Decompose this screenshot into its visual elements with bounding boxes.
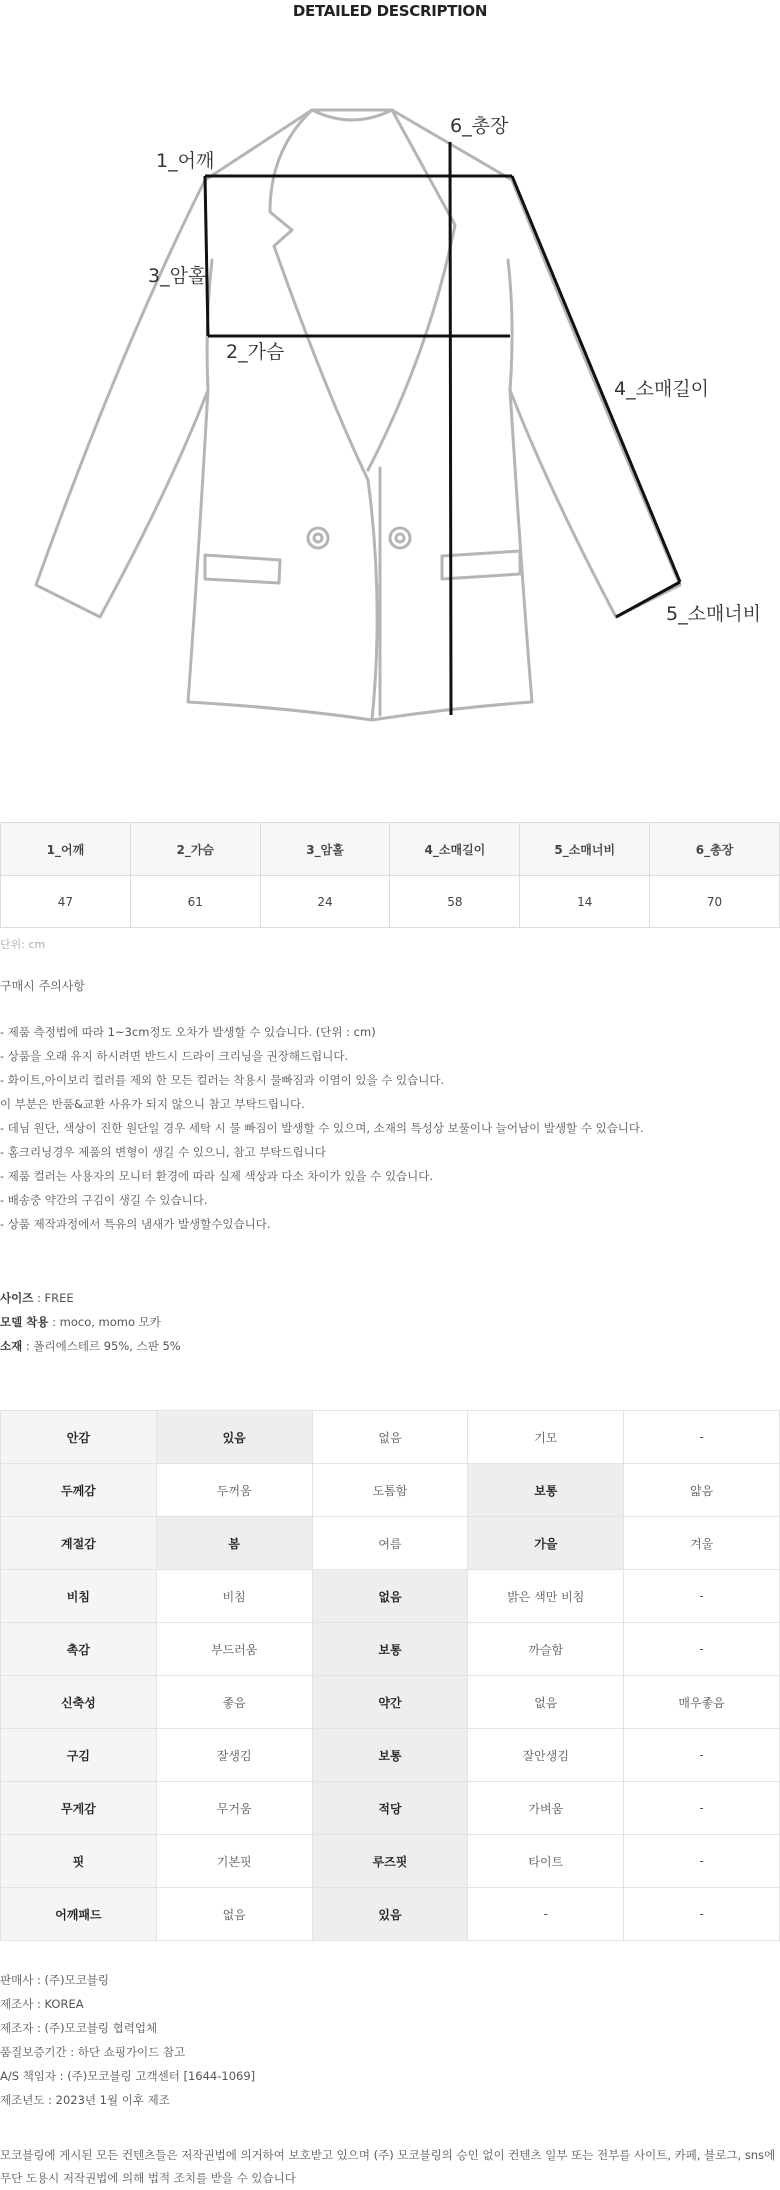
property-option-cell: 가벼움 xyxy=(468,1782,624,1835)
armhole-label: 3_암홀 xyxy=(148,265,207,287)
caution-note: - 제품 측정법에 따라 1~3cm정도 오차가 발생할 수 있습니다. (단위 : cm) xyxy=(0,1025,376,1039)
unit-note: 단위: cm xyxy=(0,938,46,951)
property-option-cell: 비침 xyxy=(156,1570,312,1623)
property-option-cell: 까슬함 xyxy=(468,1623,624,1676)
caution-note: 이 부분은 반품&교환 사유가 되지 않으니 참고 부탁드립니다. xyxy=(0,1097,305,1111)
spec-material xyxy=(0,1338,181,1354)
property-option-cell: 없음 xyxy=(468,1676,624,1729)
property-name-cell: 어깨패드 xyxy=(1,1888,157,1941)
property-option-cell: 잘안생김 xyxy=(468,1729,624,1782)
property-selected-cell: 보통 xyxy=(312,1729,468,1782)
spec-material-value: : 폴리에스테르 95%, 스판 5% xyxy=(22,1339,181,1353)
property-option-cell: 부드러움 xyxy=(156,1623,312,1676)
property-name-cell: 무게감 xyxy=(1,1782,157,1835)
property-name-cell: 안감 xyxy=(1,1411,157,1464)
property-selected-cell: 봄 xyxy=(156,1517,312,1570)
size-value-cell: 70 xyxy=(650,876,780,928)
product-info-line: A/S 책임자 : (주)모코블링 고객센터 [1644-1069] xyxy=(0,2069,256,2083)
copyright-notice xyxy=(0,2144,780,2190)
property-row xyxy=(1,1464,780,1517)
property-option-cell: - xyxy=(624,1570,780,1623)
property-row xyxy=(1,1835,780,1888)
spec-size xyxy=(0,1290,74,1306)
spec-material-label: 소재 xyxy=(0,1339,23,1353)
property-selected-cell: 루즈핏 xyxy=(312,1835,468,1888)
product-info-line: 제조년도 : 2023년 1월 이후 제조 xyxy=(0,2093,170,2107)
size-value-cell: 24 xyxy=(260,876,390,928)
property-option-cell: - xyxy=(624,1782,780,1835)
shoulder-label: 1_어깨 xyxy=(156,150,215,172)
jacket-measurement-diagram xyxy=(0,60,780,740)
caution-note: - 상품 제작과정에서 특유의 냄새가 발생할수있습니다. xyxy=(0,1217,271,1231)
property-option-cell: - xyxy=(624,1411,780,1464)
size-header-cell: 5_소매너비 xyxy=(520,823,650,876)
armhole-measure-line xyxy=(205,176,208,336)
caution-note: - 데님 원단, 색상이 진한 원단일 경우 세탁 시 물 빠짐이 발생할 수 있으며, 소재의 특성상 보풀이나 늘어남이 발생할 수 있습니다. xyxy=(0,1121,644,1135)
product-info-line: 품질보증기간 : 하단 쇼핑가이드 참고 xyxy=(0,2045,186,2059)
product-info-line: 판매사 : (주)모코블링 xyxy=(0,1973,110,1987)
size-header-cell: 2_가슴 xyxy=(130,823,260,876)
property-option-cell: - xyxy=(624,1888,780,1941)
property-name-cell: 두께감 xyxy=(1,1464,157,1517)
property-name-cell: 신축성 xyxy=(1,1676,157,1729)
property-option-cell: - xyxy=(624,1623,780,1676)
property-option-cell: 도톰함 xyxy=(312,1464,468,1517)
property-option-cell: 없음 xyxy=(312,1411,468,1464)
property-option-cell: 타이트 xyxy=(468,1835,624,1888)
property-option-cell: - xyxy=(468,1888,624,1941)
property-option-cell: 매우좋음 xyxy=(624,1676,780,1729)
fabric-properties-table xyxy=(0,1410,780,1941)
caution-note: - 화이트,아이보리 컬러를 제외 한 모든 컬러는 착용시 물빠짐과 이염이 있을 수 있습니다. xyxy=(0,1073,445,1087)
caution-note: - 상품을 오래 유지 하시려면 반드시 드라이 크리닝을 권장해드립니다. xyxy=(0,1049,349,1063)
size-header-cell: 4_소매길이 xyxy=(390,823,520,876)
property-option-cell: 얇음 xyxy=(624,1464,780,1517)
size-value-cell: 58 xyxy=(390,876,520,928)
spec-size-value: : FREE xyxy=(33,1291,74,1305)
jacket-illustration xyxy=(0,60,780,740)
property-name-cell: 계절감 xyxy=(1,1517,157,1570)
property-option-cell: 잘생김 xyxy=(156,1729,312,1782)
property-name-cell: 핏 xyxy=(1,1835,157,1888)
chest-label: 2_가슴 xyxy=(226,341,285,363)
size-header-cell: 6_총장 xyxy=(650,823,780,876)
property-row xyxy=(1,1888,780,1941)
property-option-cell: 무거움 xyxy=(156,1782,312,1835)
jacket-outline xyxy=(36,110,680,720)
property-selected-cell: 있음 xyxy=(312,1888,468,1941)
caution-note: - 배송중 약간의 구김이 생길 수 있습니다. xyxy=(0,1193,208,1207)
product-info-line: 제조사 : KOREA xyxy=(0,1997,84,2011)
property-option-cell: - xyxy=(624,1729,780,1782)
size-table-value-row xyxy=(1,876,780,928)
property-selected-cell: 적당 xyxy=(312,1782,468,1835)
total-length-label: 6_총장 xyxy=(450,115,509,137)
property-option-cell: 좋음 xyxy=(156,1676,312,1729)
product-info-list xyxy=(0,1972,255,2116)
property-row xyxy=(1,1676,780,1729)
spec-model-value: : moco, momo 모카 xyxy=(48,1315,161,1329)
size-table-header-row xyxy=(1,823,780,876)
property-selected-cell: 가을 xyxy=(468,1517,624,1570)
property-selected-cell: 보통 xyxy=(312,1623,468,1676)
spec-size-label: 사이즈 xyxy=(0,1291,34,1305)
sleeve-width-label: 5_소매너비 xyxy=(666,603,762,625)
property-name-cell: 구김 xyxy=(1,1729,157,1782)
property-option-cell: 밝은 색만 비침 xyxy=(468,1570,624,1623)
caution-note: - 제품 컬러는 사용자의 모니터 환경에 따라 실제 색상과 다소 차이가 있을 수 있습니다. xyxy=(0,1169,434,1183)
size-header-cell: 3_암홀 xyxy=(260,823,390,876)
notes-title: 구매시 주의사항 xyxy=(0,979,85,993)
property-option-cell: 기본핏 xyxy=(156,1835,312,1888)
property-selected-cell: 보통 xyxy=(468,1464,624,1517)
property-option-cell: 없음 xyxy=(156,1888,312,1941)
property-selected-cell: 있음 xyxy=(156,1411,312,1464)
caution-note: - 홈크리닝경우 제품의 변형이 생길 수 있으니, 참고 부탁드립니다 xyxy=(0,1145,326,1159)
property-name-cell: 촉감 xyxy=(1,1623,157,1676)
caution-notes-list xyxy=(0,1024,644,1240)
property-selected-cell: 약간 xyxy=(312,1676,468,1729)
property-option-cell: 여름 xyxy=(312,1517,468,1570)
size-value-cell: 61 xyxy=(130,876,260,928)
property-row xyxy=(1,1782,780,1835)
property-option-cell: 기모 xyxy=(468,1411,624,1464)
property-option-cell: 겨울 xyxy=(624,1517,780,1570)
size-header-cell: 1_어깨 xyxy=(1,823,131,876)
property-row xyxy=(1,1729,780,1782)
size-table xyxy=(0,822,780,928)
total-length-measure-line xyxy=(450,142,451,715)
spec-model xyxy=(0,1314,161,1330)
page-title: DETAILED DESCRIPTION xyxy=(292,2,488,20)
product-info-line: 제조자 : (주)모코블링 협력업체 xyxy=(0,2021,158,2035)
size-value-cell: 47 xyxy=(1,876,131,928)
property-selected-cell: 없음 xyxy=(312,1570,468,1623)
property-row xyxy=(1,1570,780,1623)
property-option-cell: 두꺼움 xyxy=(156,1464,312,1517)
property-row xyxy=(1,1623,780,1676)
sleeve-length-label: 4_소매길이 xyxy=(614,378,710,400)
copyright-line: 무단 도용시 저작권법에 의해 법적 조치를 받을 수 있습니다 xyxy=(0,2171,296,2185)
property-name-cell: 비침 xyxy=(1,1570,157,1623)
property-row xyxy=(1,1517,780,1570)
copyright-line: 모코블링에 게시된 모든 컨텐츠들은 저작권법에 의거하여 보호받고 있으며 (주) 모코블링의 승인 없이 컨텐츠 일부 또는 전부를 사이트, 카페, 블로그, sns에 xyxy=(0,2148,776,2162)
size-value-cell: 14 xyxy=(520,876,650,928)
spec-model-label: 모델 착용 xyxy=(0,1315,49,1329)
property-option-cell: - xyxy=(624,1835,780,1888)
property-row xyxy=(1,1411,780,1464)
measurement-lines xyxy=(205,142,680,715)
